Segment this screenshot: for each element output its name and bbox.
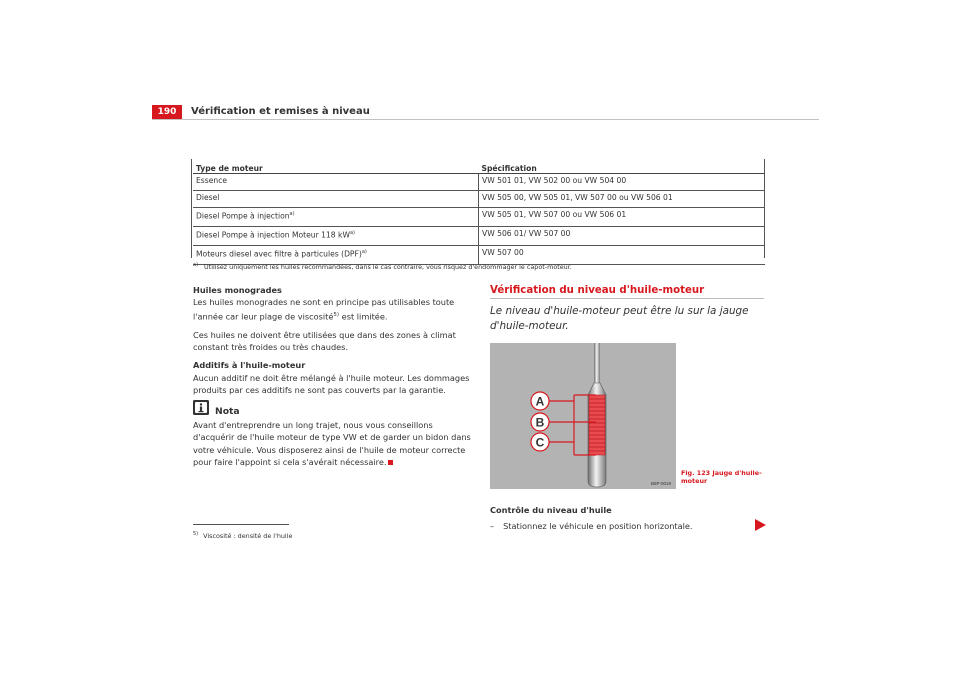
page-footnote <box>193 531 292 540</box>
engine-label: Diesel Pompe à injection Moteur 118 kW <box>196 230 350 240</box>
page-number: 190 <box>152 105 182 119</box>
additive-heading: Additifs à l'huile-moteur <box>193 360 306 371</box>
footnote-text: Utilisez uniquement les huiles recommandées, dans le cas contraire, vous risquez d'endommager le capot-moteur. <box>204 263 572 272</box>
mono-paragraph-2: Ces huiles ne doivent être utilisées que dans des zones à climat constant très froides ou très chaudes. <box>193 329 456 352</box>
spec-cell: VW 505 00, VW 505 01, VW 507 00 ou VW 506 01 <box>479 191 766 208</box>
spec-cell: VW 505 01, VW 507 00 ou VW 506 01 <box>479 208 766 227</box>
callout-a-label: A <box>535 394 545 409</box>
section-title: Vérification du niveau d'huile-moteur <box>490 285 705 296</box>
spec-cell: VW 501 01, VW 502 00 ou VW 504 00 <box>479 174 766 191</box>
callout-c-label: C <box>535 435 545 450</box>
engine-label: Essence <box>196 176 228 185</box>
figure-caption: Fig. 123 Jauge d'huile-moteur <box>681 469 762 485</box>
footnote-ref: a) <box>289 211 295 217</box>
dipstick-figure <box>490 343 676 489</box>
table-row <box>193 227 765 246</box>
column-header-engine: Type de moteur <box>193 159 479 174</box>
spec-cell: VW 506 01/ VW 507 00 <box>479 227 766 246</box>
engine-label: Diesel <box>196 193 220 202</box>
engine-label: Diesel Pompe à injection <box>196 211 290 221</box>
footnote-text: Viscosité : densité de l'huile <box>203 532 293 541</box>
check-heading: Contrôle du niveau d'huile <box>490 505 612 515</box>
table-footnote <box>193 262 572 271</box>
check-step-1 <box>490 520 693 532</box>
footnote-ref: a) <box>361 249 367 255</box>
column-header-spec: Spécification <box>479 159 766 174</box>
dipstick-marking-zone <box>589 395 605 455</box>
callout-b-label: B <box>535 415 545 430</box>
running-header-title: Vérification et remises à niveau <box>191 106 370 117</box>
engine-cell <box>193 227 479 246</box>
header-divider <box>152 119 819 120</box>
mono-paragraph-1 <box>193 296 473 322</box>
nota-label: Nota <box>215 406 240 417</box>
nota-text <box>193 419 473 468</box>
section-divider <box>490 298 764 299</box>
figure-background <box>490 343 676 489</box>
table-row <box>193 174 765 191</box>
continue-arrow-icon <box>755 519 766 531</box>
table-row <box>193 208 765 227</box>
footnote-ref: 5) <box>333 311 340 318</box>
footnote-mark: 5) <box>193 531 199 537</box>
oil-spec-table <box>193 159 765 265</box>
engine-cell <box>193 191 479 208</box>
section-lead: Le niveau d'huile-moteur peut être lu sur la jauge d'huile-moteur. <box>490 305 749 332</box>
mono-text-end: est limitée. <box>339 311 388 322</box>
mono-heading: Huiles monogrades <box>193 285 282 295</box>
figure-code: B5P-0019 <box>650 481 671 486</box>
engine-label: Moteurs diesel avec filtre à particules (DPF) <box>196 249 362 259</box>
footnote-mark: a) <box>193 262 199 268</box>
table-header-row <box>193 159 765 174</box>
footnote-ref: a) <box>349 230 355 236</box>
table-row <box>193 191 765 208</box>
step-dash: – <box>490 521 495 531</box>
spec-cell: VW 507 00 <box>479 246 766 265</box>
engine-cell <box>193 208 479 227</box>
end-of-section-marker <box>388 460 393 465</box>
nota-body: Avant d'entreprendre un long trajet, nous vous conseillons d'acquérir de l'huile moteur de type VW et de garder un bidon dans votre véhicule. Vous disposerez ainsi de l'huile de moteur correcte pour faire l'appoint si cela s'avérait nécessaire. <box>193 420 471 467</box>
dipstick-rod <box>594 343 600 383</box>
step-text: Stationnez le véhicule en position horizontale. <box>503 521 693 531</box>
footnote-divider <box>193 524 289 525</box>
additive-paragraph: Aucun additif ne doit être mélangé à l'huile moteur. Les dommages produits par ces additifs ne sont pas couverts par la garantie. <box>193 372 470 395</box>
left-column <box>193 284 473 402</box>
engine-cell <box>193 174 479 191</box>
mono-text: Les huiles monogrades ne sont en principe pas utilisables toute l'année car leur plage de viscosité <box>193 297 455 322</box>
info-note-icon <box>193 400 209 415</box>
